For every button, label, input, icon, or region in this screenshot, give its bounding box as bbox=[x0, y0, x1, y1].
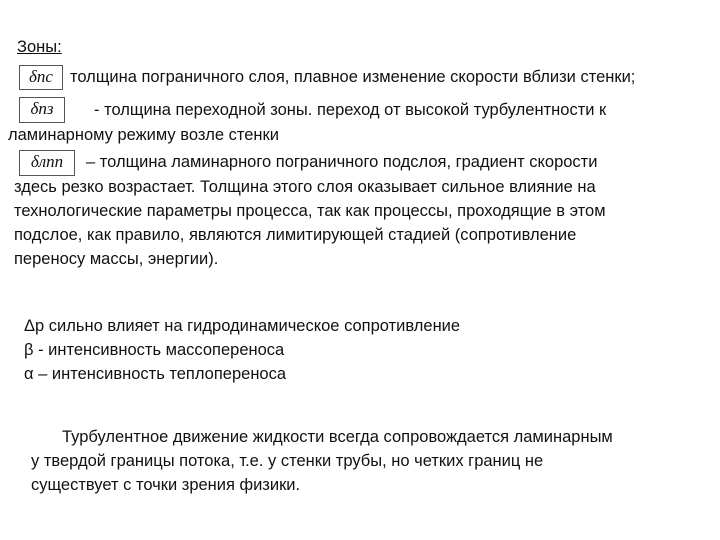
zone-laminar-line: здесь резко возрастает. Толщина этого слоя оказывает сильное влияние на bbox=[14, 178, 596, 196]
zone-transition-text-line1: - толщина переходной зоны. переход от высокой турбулентности к bbox=[94, 101, 607, 119]
turbulent-line-1: Турбулентное движение жидкости всегда сопровождается ламинарным bbox=[62, 428, 613, 446]
param-beta: β - интенсивность массопереноса bbox=[24, 341, 285, 359]
symbol-box-transition-zone: δпз bbox=[19, 97, 65, 123]
turbulent-line-2: у твердой границы потока, т.е. у стенки трубы, но четких границ не bbox=[31, 452, 544, 470]
zone-laminar-text-line1: – толщина ламинарного пограничного подслоя, градиент скорости bbox=[86, 153, 598, 171]
symbol-box-boundary-layer: δпс bbox=[19, 65, 63, 90]
zone-laminar-paragraph bbox=[14, 175, 606, 271]
param-delta-p: Δр сильно влияет на гидродинамическое сопротивление bbox=[24, 317, 461, 335]
param-alpha: α – интенсивность теплопереноса bbox=[24, 365, 287, 383]
zone-laminar-line: переносу массы, энергии). bbox=[14, 250, 219, 268]
zones-heading: Зоны: bbox=[17, 38, 62, 56]
zone-boundary-layer-text: толщина пограничного слоя, плавное изменение скорости вблизи стенки; bbox=[70, 68, 636, 86]
parameters-list bbox=[24, 314, 460, 386]
zone-laminar-line: технологические параметры процесса, так как процессы, проходящие в этом bbox=[14, 202, 606, 220]
zone-transition-text-line2: ламинарному режиму возле стенки bbox=[8, 126, 279, 144]
symbol-box-laminar-sublayer: δлпп bbox=[19, 150, 75, 176]
zone-laminar-line: подслое, как правило, являются лимитирующей стадией (сопротивление bbox=[14, 226, 577, 244]
turbulent-line-3: существует с точки зрения физики. bbox=[31, 476, 301, 494]
